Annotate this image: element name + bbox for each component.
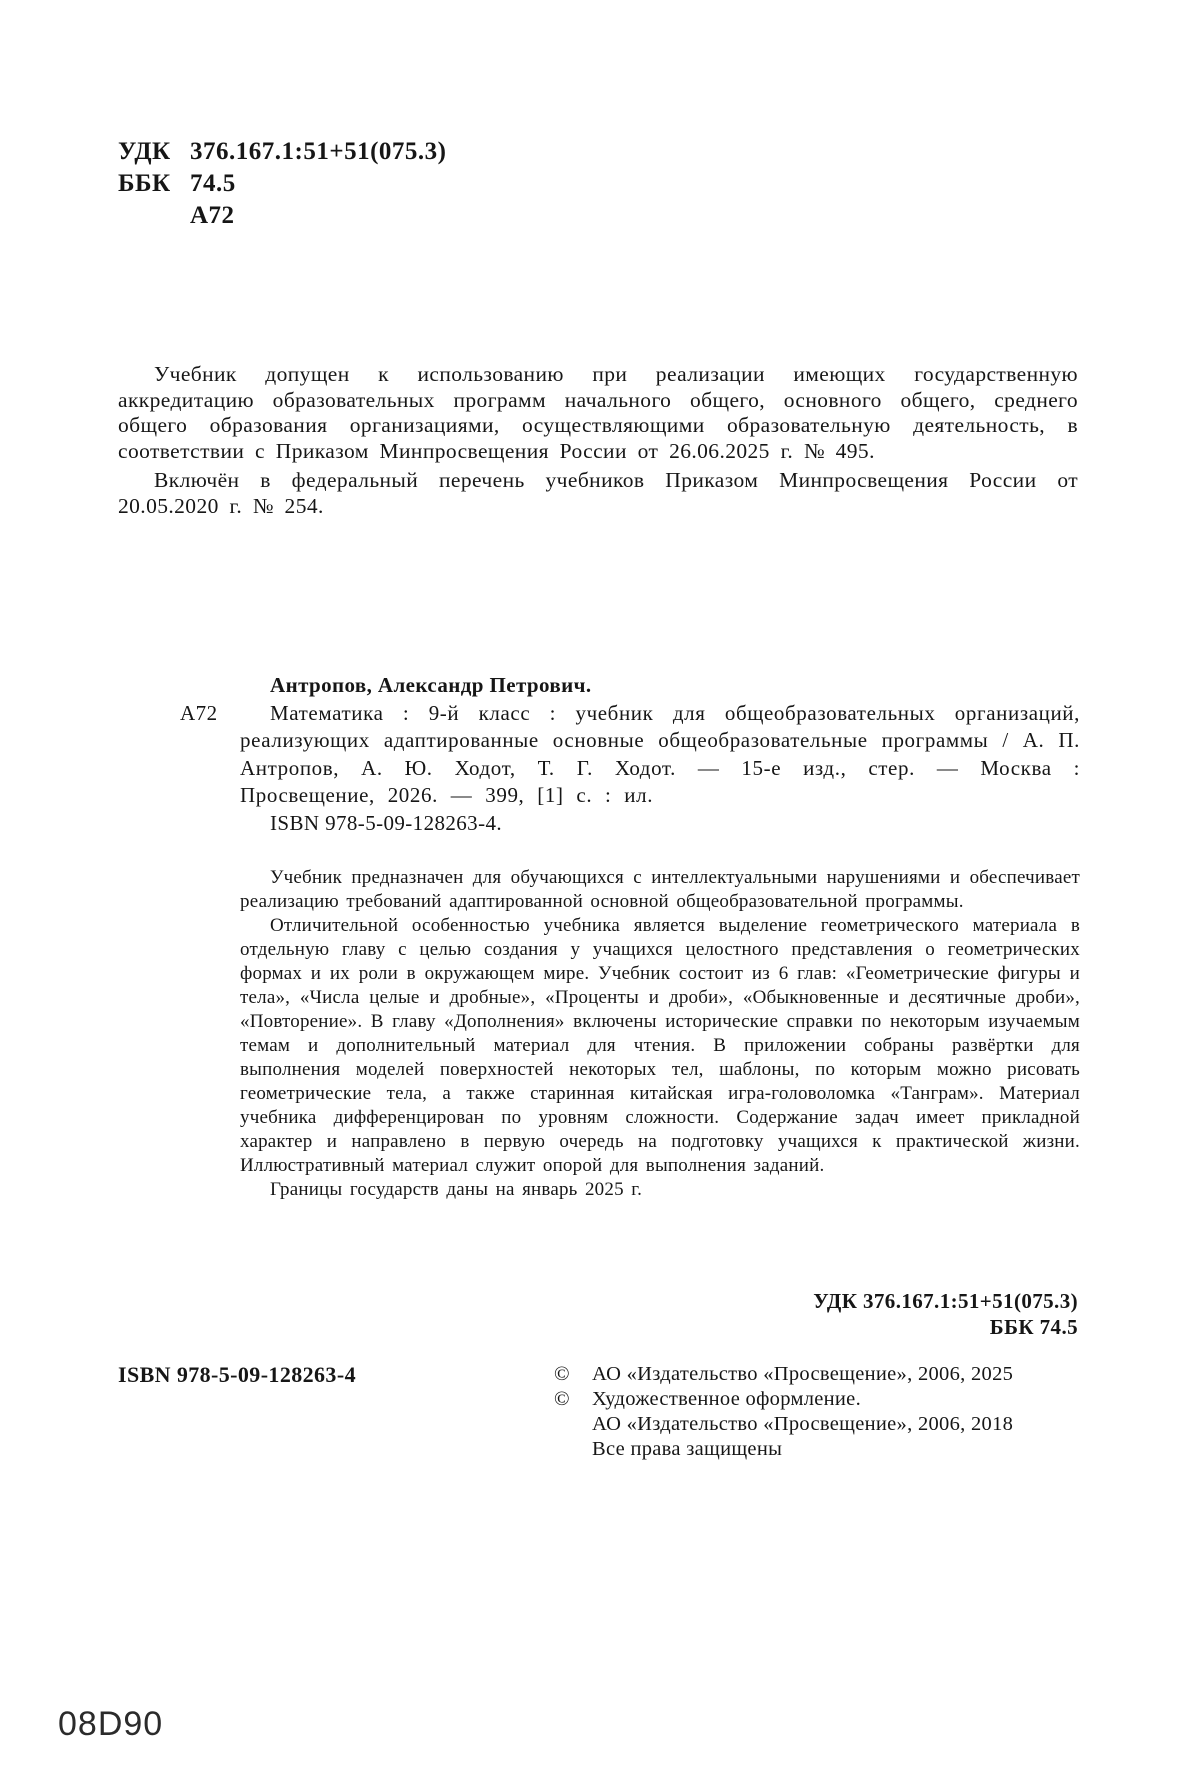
copyright-row [554,1387,1078,1412]
bbk-value: 74.5 [190,170,236,197]
bbk-label: ББК [118,170,171,197]
udk-repeat: УДК 376.167.1:51+51(075.3) [813,1289,1078,1313]
copyright-row [554,1437,1078,1462]
catalog-author-sign: А72 [180,700,218,725]
catalog-description [180,700,1080,810]
copyright-symbol: © [554,1363,570,1385]
copyright-row [554,1412,1078,1437]
annotation-paragraph-3: Границы государств даны на январь 2025 г. [270,1179,643,1200]
copyright-symbol: © [554,1388,570,1410]
annotation-paragraph-2: Отличительной особенностью учебника является выделение геометрического материала в отдельную главу с целью создания у учащихся целостного представления о геометрических формах и их роли в окружающем мире. Учебник состоит из 6 глав: «Геометрические фигуры и тела», «Числа целые и дробные», «Проценты и дроби», «Обыкновенные и десятичные дроби», «Повторение». В главу «Дополнения» включены исторические справки по некоторым изучаемым темам и дополнительный материал для чтения. В приложении собраны развёртки для выполнения моделей поверхностей некоторых тел, шаблоны, по которым можно рисовать геометрические тела, а также старинная китайская игра-головоломка «Танграм». Материал учебника дифференцирован по уровням сложности. Содержание задач имеет прикладной характер и направлено в первую очередь на подготовку учащихся к практической жизни. Иллюстративный материал служит опорой для выполнения заданий. [240,915,1080,1176]
copyright-text: АО «Издательство «Просвещение», 2006, 2025 [592,1363,1014,1385]
annotation-paragraph-1: Учебник предназначен для обучающихся с интеллектуальными нарушениями и обеспечивает реализацию требований адаптированной основной общеобразовательной программы. [240,867,1080,912]
copyright-symbol [554,1437,592,1462]
author-sign-row [118,200,446,232]
author-sign-value: А72 [190,202,235,229]
catalog-isbn: ISBN 978-5-09-128263-4. [270,810,503,835]
copyright-text: Художественное оформление. [592,1388,862,1410]
copyright-row [554,1362,1078,1387]
printer-code: 08D90 [58,1705,164,1743]
approval-paragraph-1: Учебник допущен к использованию при реализации имеющих государственную аккредитацию образовательных программ начального общего, основного общего, среднего общего образования организациями, осуществляющими образовательную деятельность, в соответствии с Приказом Минпросвещения России от 26.06.2025 г. № 495. [118,362,1078,463]
catalog-author: Антропов, Александр Петрович. [270,673,592,697]
copyright-column [554,1362,1078,1462]
bottom-block [118,1362,1078,1462]
copyright-symbol [554,1412,592,1437]
top-codes-block [118,136,446,232]
catalog-card [180,672,1080,837]
catalog-description-text: Математика : 9-й класс : учебник для общеобразовательных организаций, реализующих адаптированные основные общеобразовательные программы / А. П. Антропов, А. Ю. Ходот, Т. Г. Ходот. — 15-е изд., стер. — Москва : Просвещение, 2026. — 399, [1] с. : ил. [240,700,1080,807]
approval-paragraph-2: Включён в федеральный перечень учебников Приказом Минпросвещения России от 20.05.2020 г. № 254. [118,468,1078,518]
annotation-block [240,866,1080,1202]
bottom-isbn: ISBN 978-5-09-128263-4 [118,1362,356,1387]
approval-block [118,362,1078,519]
udk-value: 376.167.1:51+51(075.3) [190,138,447,165]
udk-label: УДК [118,138,171,165]
bbk-row [118,168,446,200]
bbk-repeat: ББК 74.5 [989,1315,1078,1339]
copyright-text: Все права защищены [592,1438,783,1460]
udk-row [118,136,446,168]
codes-repeat-block [813,1288,1078,1340]
author-sign-spacer [118,200,190,232]
copyright-text: АО «Издательство «Просвещение», 2006, 2018 [592,1413,1014,1435]
